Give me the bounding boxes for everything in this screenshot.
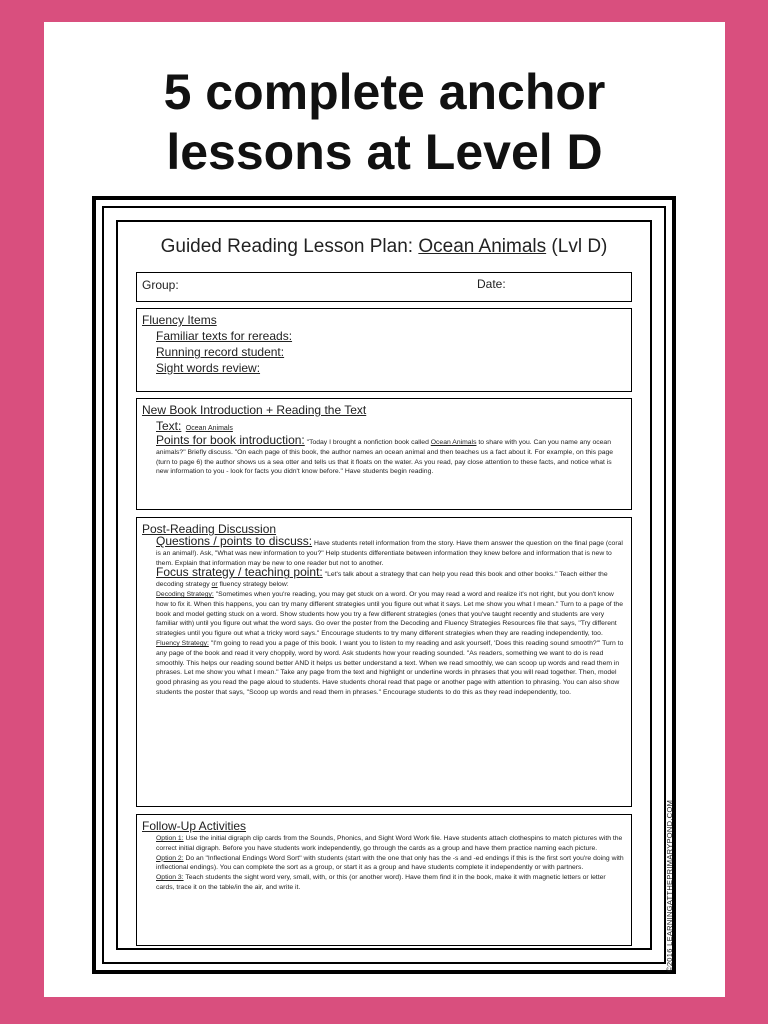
followup-heading: Follow-Up Activities [142, 819, 247, 833]
option-1-label: Option 1: [156, 835, 184, 842]
familiar-texts-label: Familiar texts for rereads: [156, 329, 293, 343]
questions-paragraph [156, 534, 626, 568]
option-3-text: Teach students the sight word very, small, with, or this (or another word). Have them find it in the book, make it with magnetic letters or letter cards, trace it on the table/in the air, and write it. [156, 874, 606, 891]
focus-text-b: fluency strategy below: [217, 581, 289, 589]
lesson-plan-document [92, 196, 676, 974]
questions-text: Have students retell information from the story. Have them answer the question on the final page (coral is an animal!). Ask, "What was new information to you?" Help students differentiate between information they knew before and information that is new to them. Explain that information may be new to one reader but not to another. [156, 540, 623, 567]
headline-line-2: lessons at Level D [166, 124, 603, 180]
decoding-paragraph [156, 590, 626, 639]
fluency-strategy-label: Fluency Strategy: [156, 639, 209, 647]
text-value: Ocean Animals [185, 425, 233, 432]
headline [44, 62, 725, 182]
follow-up-box [136, 814, 632, 946]
questions-label: Questions / points to discuss: [156, 534, 313, 548]
focus-text-a: "Let's talk about a strategy that can help you read this book and other books." Teach either the decoding strategy [156, 571, 608, 589]
running-record-label: Running record student: [156, 345, 285, 359]
copyright-notice: ©2016 LEARNINGATTHEPRIMARYPOND.COM [665, 799, 674, 972]
focus-or: or [211, 581, 218, 589]
decoding-label: Decoding Strategy: [156, 590, 214, 598]
intro-points-paragraph [156, 433, 626, 477]
option-2-label: Option 2: [156, 854, 184, 862]
option-3 [156, 873, 626, 893]
option-2 [156, 854, 626, 874]
points-text-c: to share with you. Can you name any ocean animals?" Briefly discuss. "On each page of this book, the author names an ocean animal and then teaches us a fact about it. For example, on this page (turn to page 6) the author shows us a sea otter and tells us that it floats on the water. As you read, pay close attention to these facts, and notice what is new information to you - look for facts you didn't know before." Have students begin reading. [156, 439, 614, 476]
headline-line-1: 5 complete anchor [163, 64, 606, 120]
focus-paragraph [156, 565, 626, 590]
document-title [118, 236, 650, 258]
group-date-box [136, 272, 632, 302]
points-book-title: Ocean Animals [430, 439, 477, 446]
decoding-text: "Sometimes when you're reading, you may get stuck on a word. Or you may read a word and realize it's not right, but you don't know how to fix it. When this happens, you can try many different strategies until you figure out what it says. Let me show you what I mean." Turn to a page of the book and model getting stuck on a word. Show students how you try a few different strategies (ones that you've taught recently and students are very familiar with) until you figure out what the word says. Go over the poster from the Decoding and Fluency Strategies Resources file that says, "Try different strategies until you figure out what a tricky word says." Encourage students to try many different strategies when they are reading independently, too. [156, 590, 623, 638]
post-reading-box [136, 517, 632, 807]
text-label: Text: [156, 419, 182, 433]
post-heading: Post-Reading Discussion [142, 522, 277, 536]
fluency-items-box [136, 308, 632, 392]
white-panel [44, 22, 725, 997]
points-text-a: "Today I brought a nonfiction book called [304, 439, 431, 446]
book-intro-box [136, 398, 632, 510]
document-border [102, 206, 666, 964]
option-3-label: Option 3: [156, 874, 184, 882]
fluency-strategy-text: "I'm going to read you a page of this book. I want you to listen to my reading and ask yourself, 'Does this reading sound smooth?'" Turn to any page of the book and read it very choppily, word by word. Ask students how your reading sounded. "As readers, something we want to do is read smoothly. This helps our reading sound better AND it helps us better understand a text. When we read smoothly, we can scoop up words and read them in phrases. Let me show you what I mean." Take any page from the text and highlight or underline words in phrases that you will read together. Then, model good phrasing as you read the page aloud to students. Have students choral read that page or another page with attention to phrasing. You can also show students the poster that says, "Scoop up words and read them in phrases." Encourage students to do this as they read independently, too. [156, 639, 624, 696]
points-label: Points for book introduction: [156, 433, 305, 447]
title-topic: Ocean Animals [418, 236, 547, 257]
intro-heading: New Book Introduction + Reading the Text [142, 403, 367, 417]
title-prefix: Guided Reading Lesson Plan: [160, 236, 419, 257]
group-label: Group: [142, 278, 179, 292]
title-suffix: (Lvl D) [546, 236, 608, 257]
option-2-text: Do an "Inflectional Endings Word Sort" with students (start with the one that only has the -s and -ed endings if this is the first sort you're doing with inflectional endings). You can complete the sort as a group, or start it as a group and have students complete it independently or with partners. [156, 854, 624, 872]
fluency-strategy-paragraph [156, 639, 626, 698]
sight-words-label: Sight words review: [156, 361, 261, 375]
document-content [116, 220, 652, 950]
date-label: Date: [477, 277, 506, 291]
option-1 [156, 834, 626, 854]
option-1-text: Use the initial digraph clip cards from the Sounds, Phonics, and Sight Word Work file. Have students attach clothespins to match pictures with the correct initial digraph. Before you have students work independently, go through the cards as a group and have them practice naming each picture. [156, 835, 623, 852]
focus-label: Focus strategy / teaching point: [156, 565, 323, 580]
fluency-heading: Fluency Items [142, 313, 217, 327]
